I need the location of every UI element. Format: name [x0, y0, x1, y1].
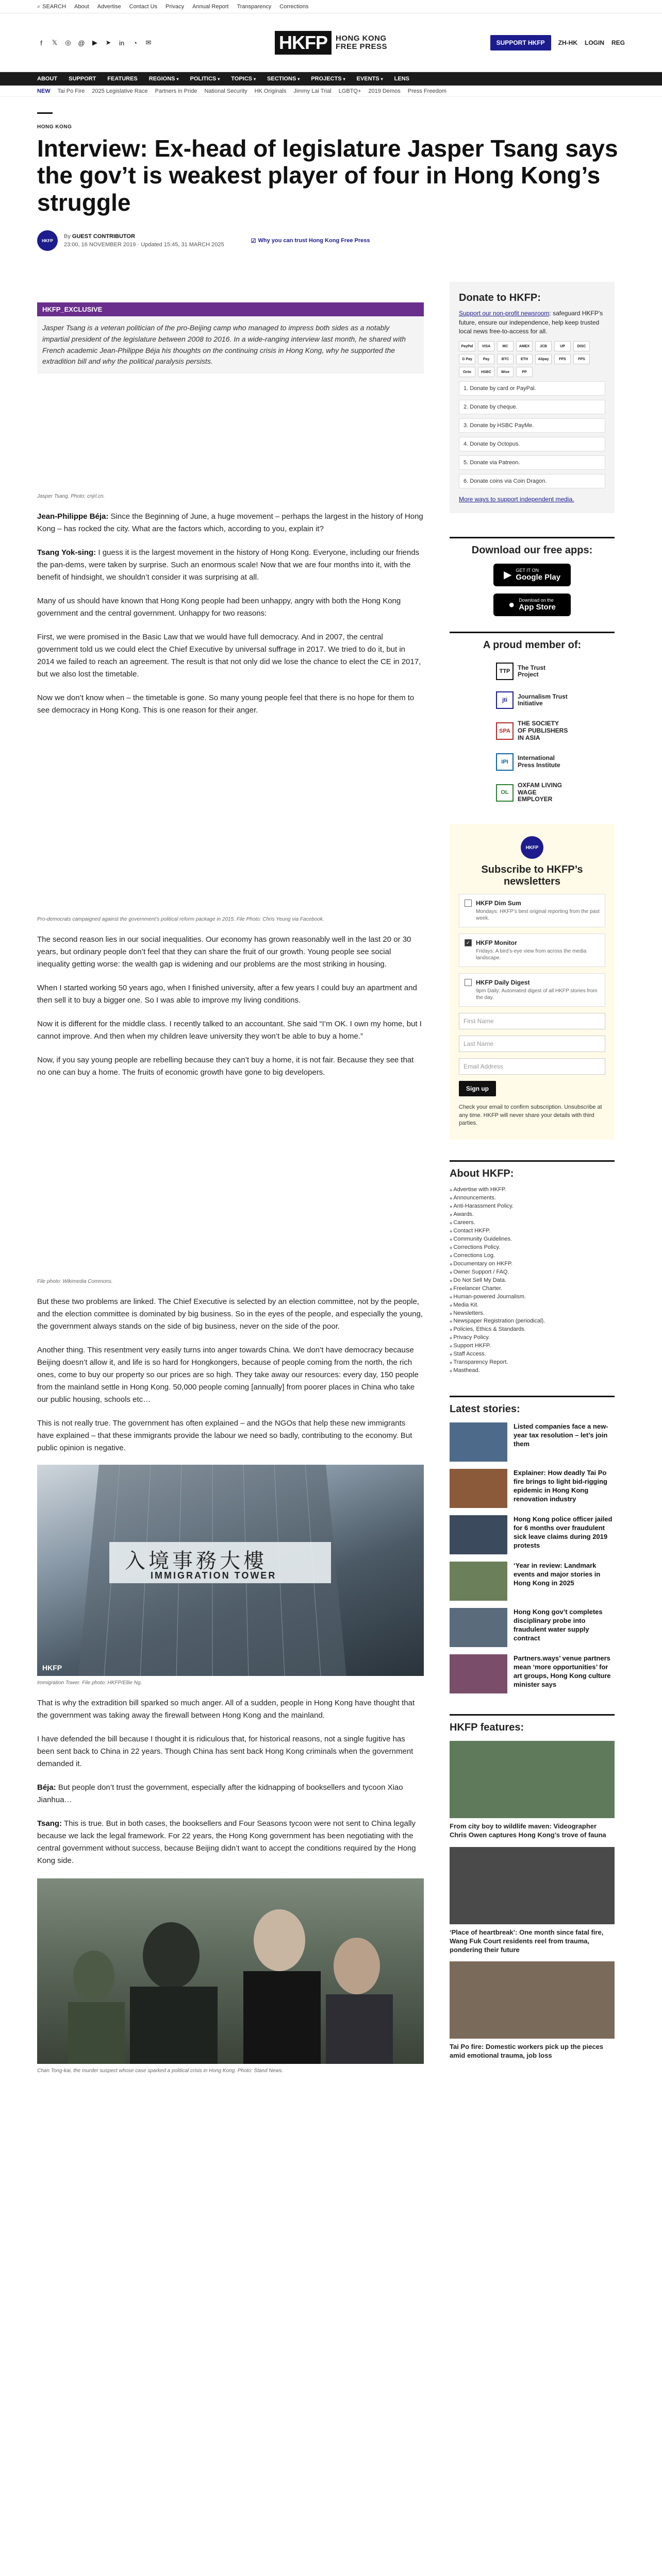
donate-option[interactable]: 3. Donate by HSBC PayMe.	[459, 418, 605, 433]
payment-logo: ETH	[516, 354, 533, 364]
util-link[interactable]: About	[74, 4, 89, 10]
chevron-down-icon: ▾	[218, 77, 220, 81]
about-link[interactable]: ◆ Privacy Policy.	[450, 1334, 615, 1342]
member-mark: jti	[496, 691, 514, 709]
newsletter-option[interactable]: HKFP Dim Sum Mondays: HKFP’s best original reporting from the past week.	[459, 894, 605, 927]
story-thumbnail[interactable]	[450, 1608, 507, 1647]
payment-logo: FPS	[573, 354, 590, 364]
apps-box	[450, 527, 615, 616]
trending-bar	[0, 86, 662, 97]
payment-logo: UP	[554, 341, 571, 351]
payment-logo: PP	[516, 367, 533, 377]
image-caption: File photo: Wikimedia Commons.	[37, 1279, 113, 1285]
nav-lens[interactable]: LENS	[394, 76, 409, 82]
new-label: NEW	[37, 88, 51, 94]
author-link[interactable]: GUEST CONTRIBUTOR	[72, 233, 135, 240]
article-intro: Jasper Tsang is a veteran politician of the pro-Beijing camp who managed to impress both sides as a notably impartial president of the legislature between 2008 to 2016. In a wide-ranging interview last month, he shared with French academic Jean-Philippe Béja his thoughts on the continuing crisis in Hong Kong, why he supported the extradition bill and why the political paralysis persists.	[37, 316, 424, 374]
payment-logo: Wise	[497, 367, 514, 377]
image-caption: Immigration Tower. File photo: HKFP/Ellie Ng.	[37, 1680, 142, 1686]
newsletter-title: Subscribe to HKFP’s newsletters	[481, 864, 583, 888]
donate-option[interactable]: 6. Donate coins via Coin Dragon.	[459, 474, 605, 488]
paragraph: Now, if you say young people are rebelling because they can’t buy a home, it is not fair. Because they see that no one can buy a home. The fruits of economic growth have gone to big developers.	[37, 1056, 414, 1077]
paragraph: First, we were promised in the Basic Law that we would have full democracy. And in 2007, the central government told us we could elect the Chief Executive by universal suffrage in 2017. We tried to do it, but in 2014 we failed to reach an agreement. The result is that not only did we lose the chance to elect the CE in 2017, but we also lost the timetable.	[37, 633, 421, 679]
payment-logo: Octo	[459, 367, 475, 377]
paragraph: When I started working 50 years ago, when I finished university, after a few years I could buy an apartment and then sell it to buy a bigger one. So I was able to improve my living conditions.	[37, 984, 417, 1005]
donate-link[interactable]: Support our non-profit newsroom	[459, 310, 550, 317]
sign-english: IMMIGRATION TOWER	[151, 1570, 277, 1581]
member-mark: OL	[496, 784, 514, 802]
latest-story[interactable]: Hong Kong gov’t completes disciplinary probe into fraudulent water supply contract	[450, 1608, 615, 1647]
about-link[interactable]: ◆ Do Not Sell My Data.	[450, 1277, 615, 1285]
threads-icon[interactable]: @	[78, 39, 85, 47]
payment-logo: VISA	[478, 341, 494, 351]
newsletter-fineprint: Check your email to confirm subscription. Unsubscribe at any time. HKFP will never share your details with third parties.	[459, 1104, 602, 1127]
byline: HKFP By GUEST CONTRIBUTOR 23:00, 16 NOVEMBER 2019 · Updated 15:45, 31 MARCH 2025 ☑ Why you can trust Hong Kong Free Press	[37, 230, 625, 251]
chevron-down-icon: ▾	[254, 77, 256, 81]
facebook-icon[interactable]: f	[40, 39, 42, 47]
payment-logo: JCB	[535, 341, 552, 351]
story-thumbnail[interactable]	[450, 1654, 507, 1693]
trending-link[interactable]: LGBTQ+	[338, 88, 361, 94]
story-thumbnail[interactable]	[450, 1562, 507, 1601]
nav-events[interactable]: EVENTS ▾	[356, 76, 383, 82]
commons-image	[37, 1089, 424, 1275]
payment-logo: G Pay	[459, 354, 475, 364]
instagram-icon[interactable]: ◎	[65, 39, 71, 46]
search-icon: ⌕	[37, 3, 41, 10]
latest-box	[450, 1396, 615, 1693]
app-store-button[interactable]: ● Download on the App Store	[493, 594, 571, 616]
feature-story[interactable]: From city boy to wildlife maven: Videographer Chris Owen captures Hong Kong’s trove of fauna	[450, 1741, 615, 1840]
about-link[interactable]: ◆ Corrections Policy.	[450, 1244, 615, 1252]
linkedin-icon[interactable]: in	[119, 39, 125, 47]
email-icon[interactable]: ✉	[145, 39, 152, 46]
donate-box: Donate to HKFP: Support our non-profit newsroom: safeguard HKFP’s future, ensure our independence, help keep trusted local news free-to-access for all. PayPal VISA MC AMEX JCB UP DISC G Pay Pay BTC ETH Alipay FPS FPS Octo HSBC Wise PP 1. Donate by card or PayPal. 2. Donate by cheque. 3. Donate by HSBC PayMe. 4. Donate by Octopus. 5. Donate via Patreon. 6. Donate coins via Coin Dragon. More ways to support independent media.	[450, 282, 615, 513]
nav-features[interactable]: FEATURES	[107, 76, 138, 82]
util-link[interactable]: Privacy	[166, 4, 185, 10]
about-link[interactable]: ◆ Awards.	[450, 1211, 615, 1219]
member-box	[450, 632, 615, 803]
chevron-down-icon: ▾	[297, 77, 300, 81]
latest-story[interactable]: ‘Year in review: Landmark events and major stories in Hong Kong in 2025	[450, 1562, 615, 1601]
latest-story[interactable]: Explainer: How deadly Tai Po fire brings to light bid-rigging epidemic in Hong Kong renovation industry	[450, 1469, 615, 1508]
immigration-tower-photo	[37, 1465, 424, 1676]
paragraph: Another thing. This resentment very easily turns into anger towards China. We don’t have democracy because Beijing doesn’t allow it, and life is so hard for Hongkongers, because of people coming from the north, the rich ones, come to buy our property so our prices are so high. They take away our resources: every day, 150 people from the mainland settle in Hong Kong. 50,000 people coming [annually] from poorer places in China who take our public housing, schools etc…	[37, 1346, 419, 1404]
newsletter-checkbox[interactable]	[465, 900, 472, 907]
util-link[interactable]: Annual Report	[192, 4, 229, 10]
about-link[interactable]: ◆ Documentary on HKFP.	[450, 1260, 615, 1268]
nav-topics[interactable]: TOPICS ▾	[231, 76, 256, 82]
about-link[interactable]: ◆ Announcements.	[450, 1194, 615, 1202]
social-links	[37, 39, 153, 47]
util-link[interactable]: Advertise	[97, 4, 121, 10]
paragraph: This is not really true. The government has often explained – and the NGOs that help these new immigrants have explained – that these immigrants provide the labour we need so badly, contributing to the economy. But public opinion is negative.	[37, 1419, 412, 1453]
member-logo[interactable]: OL OXFAM LIVING WAGE EMPLOYER	[496, 782, 568, 803]
paragraph: But these two problems are linked. The Chief Executive is selected by an election committee, not by the people, and the election committee is dominated by big business. So in the eyes of the people, and especially the young, the government always stands on the side of big business, never on the side of the poor.	[37, 1297, 423, 1331]
trending-link[interactable]: 2025 Legislative Race	[92, 88, 148, 94]
payment-logo: BTC	[497, 354, 514, 364]
play-icon: ▶	[503, 569, 512, 581]
features-box	[450, 1714, 615, 2060]
feature-story[interactable]: ‘Place of heartbreak’: One month since fatal fire, Wang Fuk Court residents reel from trauma, pondering their future	[450, 1847, 615, 1955]
trending-link[interactable]: Jimmy Lai Trial	[293, 88, 332, 94]
trending-link[interactable]: Partners in Pride	[155, 88, 197, 94]
about-link[interactable]: ◆ Newsletters.	[450, 1310, 615, 1318]
trending-link[interactable]: Press Freedom	[407, 88, 446, 94]
feature-story[interactable]: Tai Po fire: Domestic workers pick up the pieces amid emotional trauma, job loss	[450, 1961, 615, 2060]
payment-logo: DISC	[573, 341, 590, 351]
donate-option[interactable]: 5. Donate via Patreon.	[459, 455, 605, 470]
x-icon[interactable]: 𝕏	[52, 39, 58, 46]
article-body	[37, 282, 424, 2074]
register-link[interactable]: REG	[611, 39, 625, 46]
site-header	[0, 13, 662, 72]
site-logo[interactable]: HKFP HONG KONG FREE PRESS	[275, 31, 387, 55]
sign-chinese: 入境事務大樓	[125, 1549, 267, 1573]
trending-link[interactable]: HK Originals	[254, 88, 287, 94]
portrait-image	[37, 384, 424, 489]
member-logo[interactable]: jti Journalism Trust Initiative	[496, 691, 568, 709]
first-name-input[interactable]: First Name	[459, 1013, 605, 1029]
chevron-down-icon: ▾	[343, 77, 345, 81]
nav-politics[interactable]: POLITICS ▾	[190, 76, 220, 82]
about-link[interactable]: ◆ Masthead.	[450, 1367, 615, 1375]
youtube-icon[interactable]: ▶	[92, 39, 97, 46]
payment-logo: AMEX	[516, 341, 533, 351]
nav-sections[interactable]: SECTIONS ▾	[267, 76, 300, 82]
latest-story[interactable]: Hong Kong police officer jailed for 6 months over fraudulent sick leave claims during 2019 protests	[450, 1515, 615, 1554]
member-logo[interactable]: IPI International Press Institute	[496, 753, 568, 771]
story-thumbnail[interactable]	[450, 1469, 507, 1508]
about-link[interactable]: ◆ Corrections Log.	[450, 1252, 615, 1260]
last-name-input[interactable]: Last Name	[459, 1036, 605, 1052]
section-rule	[37, 112, 53, 114]
about-link[interactable]: ◆ Policies, Ethics & Standards.	[450, 1326, 615, 1334]
donate-option[interactable]: 1. Donate by card or PayPal.	[459, 381, 605, 396]
more-ways-link[interactable]: More ways to support independent media.	[459, 496, 574, 503]
nav-about[interactable]: ABOUT	[37, 76, 58, 82]
newsletter-checkbox[interactable]	[465, 979, 472, 986]
trust-icon: ☑	[251, 238, 256, 244]
paragraph: That is why the extradition bill sparked so much anger. All of a sudden, people in Hong Kong have thought that the government was taking away the firewall between Hong Kong and the mainland.	[37, 1699, 415, 1720]
apps-title: Download our free apps:	[450, 537, 615, 556]
search-button[interactable]: ⌕ SEARCH	[37, 3, 67, 10]
trust-link[interactable]: ☑ Why you can trust Hong Kong Free Press	[251, 238, 370, 244]
section-label[interactable]: HONG KONG	[37, 124, 72, 130]
answer: Tsang: This is true. But in both cases, the booksellers and Four Seasons tycoon were not sent to China legally because we lack the legal framework. For 22 years, the Hong Kong government has been negotiating with the central government without success, because Beijing didn’t want to accept the conditions required by the Hong Kong side.	[37, 1819, 416, 1866]
story-thumbnail[interactable]	[450, 1422, 507, 1462]
google-play-button[interactable]: ▶ GET IT ON Google Play	[493, 564, 571, 586]
answer: Tsang Yok-sing: I guess it is the largest movement in the history of Hong Kong. Everyone, including our friends the pan-dems, were taken by surprise. Such an enormous scale! Now that we are four months into it, with the benefit of hindsight, we shouldn’t consider it was surprising at all.	[37, 548, 420, 582]
about-link[interactable]: ◆ Advertise with HKFP.	[450, 1186, 615, 1194]
image-caption: Pro-democrats campaigned against the government’s political reform package in 2015. File Photo: Chris Yeung via Facebook.	[37, 917, 324, 923]
article-title: Interview: Ex-head of legislature Jasper Tsang says the gov’t is weakest player of four in Hong Kong’s struggle	[37, 135, 618, 216]
story-thumbnail[interactable]	[450, 1515, 507, 1554]
about-link[interactable]: ◆ Community Guidelines.	[450, 1235, 615, 1244]
login-link[interactable]: LOGIN	[584, 39, 604, 46]
about-title: About HKFP:	[450, 1160, 615, 1180]
question: Béja: But people don’t trust the government, especially after the kidnapping of booksellers and tycoon Xiao Jianhua…	[37, 1783, 403, 1805]
chevron-down-icon: ▾	[176, 77, 179, 81]
about-link[interactable]: ◆ Owner Support / FAQ.	[450, 1268, 615, 1277]
about-link[interactable]: ◆ Newspaper Registration (periodical).	[450, 1317, 615, 1326]
telegram-icon[interactable]: ➤	[105, 39, 111, 46]
nav-support[interactable]: SUPPORT	[69, 76, 96, 82]
about-link[interactable]: ◆ Transparency Report.	[450, 1359, 615, 1367]
payment-logo: Pay	[478, 354, 494, 364]
image-caption: Jasper Tsang. Photo: cnjrl.cn.	[37, 494, 105, 500]
payment-logo: HSBC	[478, 367, 494, 377]
exclusive-tag[interactable]: HKFP_EXCLUSIVE	[37, 302, 424, 316]
utility-bar	[0, 0, 662, 13]
member-title: A proud member of:	[450, 632, 615, 651]
about-link[interactable]: ◆ Contact HKFP.	[450, 1227, 615, 1235]
latest-story[interactable]: Partners.ways’ venue partners mean ‘more opportunities’ for art groups, Hong Kong culture minister says	[450, 1654, 615, 1693]
trending-link[interactable]: 2019 Demos	[368, 88, 401, 94]
payment-logo: FPS	[554, 354, 571, 364]
campaign-image	[37, 727, 424, 912]
about-link[interactable]: ◆ Staff Access.	[450, 1350, 615, 1359]
member-mark: TTP	[496, 663, 514, 680]
paragraph: Now we don’t know when – the timetable is gone. So many young people feel that there is no hope for them to see democracy in Hong Kong. This is one reason for their anger.	[37, 693, 415, 715]
about-link[interactable]: ◆ Human-powered Journalism.	[450, 1293, 615, 1301]
newsletter-checkbox[interactable]: ✓	[465, 939, 472, 946]
email-input[interactable]: Email Address	[459, 1058, 605, 1075]
payment-logo: PayPal	[459, 341, 475, 351]
trending-link[interactable]: National Security	[204, 88, 247, 94]
member-mark: SPA	[496, 722, 514, 740]
nav-regions[interactable]: REGIONS ▾	[148, 76, 179, 82]
nav-projects[interactable]: PROJECTS ▾	[311, 76, 345, 82]
hkfp-badge: HKFP	[521, 836, 543, 859]
sidebar	[450, 282, 615, 2074]
language-switch[interactable]: ZH-HK	[558, 39, 577, 46]
people-shapes	[37, 1878, 424, 2064]
paragraph: Many of us should have known that Hong Kong people had been unhappy, angry with both the Hong Kong government and the central government. Unhappy for two reasons:	[37, 597, 401, 618]
payment-logo: MC	[497, 341, 514, 351]
util-link[interactable]: Contact Us	[129, 4, 158, 10]
feature-image[interactable]	[450, 1961, 615, 2039]
trending-link[interactable]: Tai Po Fire	[57, 88, 85, 94]
donate-title: Donate to HKFP:	[459, 292, 541, 304]
paragraph: The second reason lies in our social inequalities. Our economy has grown reasonably well in the last 20 or 30 years, but ordinary people don’t feel that they can share the fruit of our growth. Young people see social inequality getting worse: the wealth gap is widening and our problems are the most striking in housing.	[37, 935, 411, 969]
chan-tong-kai-photo	[37, 1878, 424, 2064]
member-mark: IPI	[496, 753, 514, 771]
newsletter-box	[450, 824, 615, 1140]
paragraph: I have defended the bill because I thought it is ridiculous that, for historical reasons, not a single fugitive has been sent back to China in 22 years. Though China has sent back Hong Kong criminals when the government demanded it.	[37, 1735, 413, 1769]
main-nav	[0, 72, 662, 86]
member-logo[interactable]: SPA THE SOCIETY OF PUBLISHERS IN ASIA	[496, 720, 568, 741]
newsletter-option[interactable]: HKFP Daily Digest 9pm Daily: Automated digest of all HKFP stories from the day.	[459, 973, 605, 1007]
payment-logo: Alipay	[535, 354, 552, 364]
feature-image[interactable]	[450, 1847, 615, 1924]
support-hkfp-button[interactable]: SUPPORT HKFP	[490, 35, 551, 50]
about-link[interactable]: ◆ Media Kit.	[450, 1301, 615, 1310]
latest-story[interactable]: Listed companies face a new-year tax resolution – let’s join them	[450, 1422, 615, 1462]
about-box	[450, 1160, 615, 1375]
author-avatar[interactable]: HKFP	[37, 230, 58, 251]
image-caption: Chan Tong-kai, the murder suspect whose case sparked a political crisis in Hong Kong. Photo: Stand News.	[37, 2068, 284, 2074]
features-title: HKFP features:	[450, 1714, 615, 1734]
signup-button[interactable]: Sign up	[459, 1081, 496, 1096]
latest-title: Latest stories:	[450, 1396, 615, 1415]
donate-option[interactable]: 4. Donate by Octopus.	[459, 437, 605, 451]
paragraph: Now it is different for the middle class. I recently talked to an accountant. She said “I’m OK. I own my home, but I cannot improve. And then when my children leave university they won’t be able to buy a home.”	[37, 1020, 422, 1041]
rss-icon[interactable]: ◔	[133, 39, 137, 47]
util-link[interactable]: Transparency	[237, 4, 272, 10]
about-link[interactable]: ◆ Freelancer Charter.	[450, 1285, 615, 1293]
about-link[interactable]: ◆ Careers.	[450, 1219, 615, 1227]
payment-logos	[459, 341, 605, 377]
article-dates: 23:00, 16 NOVEMBER 2019 · Updated 15:45, 31 MARCH 2025	[64, 242, 224, 248]
feature-image[interactable]	[450, 1741, 615, 1818]
apple-icon: ●	[508, 599, 515, 611]
newsletter-option[interactable]: ✓ HKFP Monitor Fridays: A bird’s-eye view from across the media landscape.	[459, 934, 605, 967]
about-link[interactable]: ◆ Anti-Harassment Policy.	[450, 1202, 615, 1211]
member-logo[interactable]: TTP The Trust Project	[496, 663, 568, 680]
donate-option[interactable]: 2. Donate by cheque.	[459, 400, 605, 414]
util-link[interactable]: Corrections	[279, 4, 309, 10]
about-link[interactable]: ◆ Support HKFP.	[450, 1342, 615, 1350]
photo-watermark: HKFP	[42, 1664, 62, 1672]
question: Jean-Philippe Béja: Since the Beginning of June, a huge movement – perhaps the largest in the history of Hong Kong – has rocked the city. What are the factors which, according to you, explain it?	[37, 512, 423, 534]
chevron-down-icon: ▾	[380, 77, 383, 81]
